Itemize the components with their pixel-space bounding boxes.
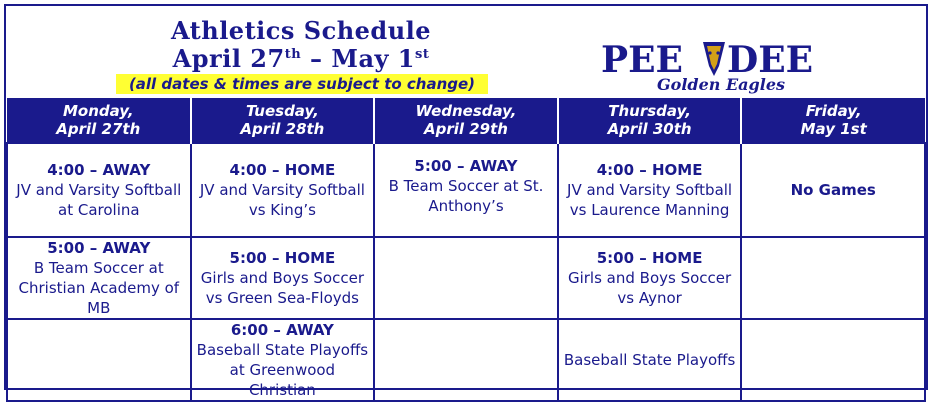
logo-word-pee: PEE — [601, 39, 683, 81]
schedule-cell — [7, 319, 191, 401]
schedule-cell: Baseball State Playoffs — [558, 319, 742, 401]
eagle-icon — [703, 42, 725, 76]
schedule-cell: 5:00 – HOME Girls and Boys Soccer vs Green Sea-Floyds — [191, 237, 375, 319]
pee-dee-logo — [599, 36, 817, 94]
disclaimer-note: (all dates & times are subject to change) — [116, 74, 488, 94]
schedule-cell: 4:00 – HOME JV and Varsity Softball vs Laurence Manning — [558, 143, 742, 237]
schedule-cell — [374, 237, 558, 319]
schedule-cell: 5:00 – AWAY B Team Soccer at St. Anthony’s — [374, 143, 558, 237]
day-header-thursday: Thursday, April 30th — [558, 98, 742, 143]
schedule-cell — [741, 237, 925, 319]
schedule-cell — [741, 319, 925, 401]
date-range: April 27th – May 1st — [172, 44, 430, 73]
schedule-cell: 5:00 – HOME Girls and Boys Soccer vs Aynor — [558, 237, 742, 319]
schedule-cell — [374, 319, 558, 401]
day-header-friday: Friday, May 1st — [741, 98, 925, 143]
schedule-cell: No Games — [741, 143, 925, 237]
table-row — [7, 237, 925, 319]
table-row — [7, 319, 925, 401]
day-header-tuesday: Tuesday, April 28th — [191, 98, 375, 143]
header — [6, 6, 926, 98]
schedule-cell: 5:00 – AWAY B Team Soccer at Christian Academy of MB — [7, 237, 191, 319]
schedule-frame — [4, 4, 928, 399]
schedule-cell: 4:00 – HOME JV and Varsity Softball vs King’s — [191, 143, 375, 237]
schedule-table — [6, 98, 926, 402]
day-header-wednesday: Wednesday, April 29th — [374, 98, 558, 143]
logo-subtitle: Golden Eagles — [657, 75, 785, 94]
logo-word-dee: DEE — [727, 39, 814, 81]
schedule-title: Athletics Schedule — [170, 16, 432, 45]
schedule-cell: 4:00 – AWAY JV and Varsity Softball at Carolina — [7, 143, 191, 237]
table-row — [7, 143, 925, 237]
schedule-cell: 6:00 – AWAY Baseball State Playoffs at Greenwood Christian — [191, 319, 375, 401]
day-header-row — [7, 98, 925, 143]
day-header-monday: Monday, April 27th — [7, 98, 191, 143]
